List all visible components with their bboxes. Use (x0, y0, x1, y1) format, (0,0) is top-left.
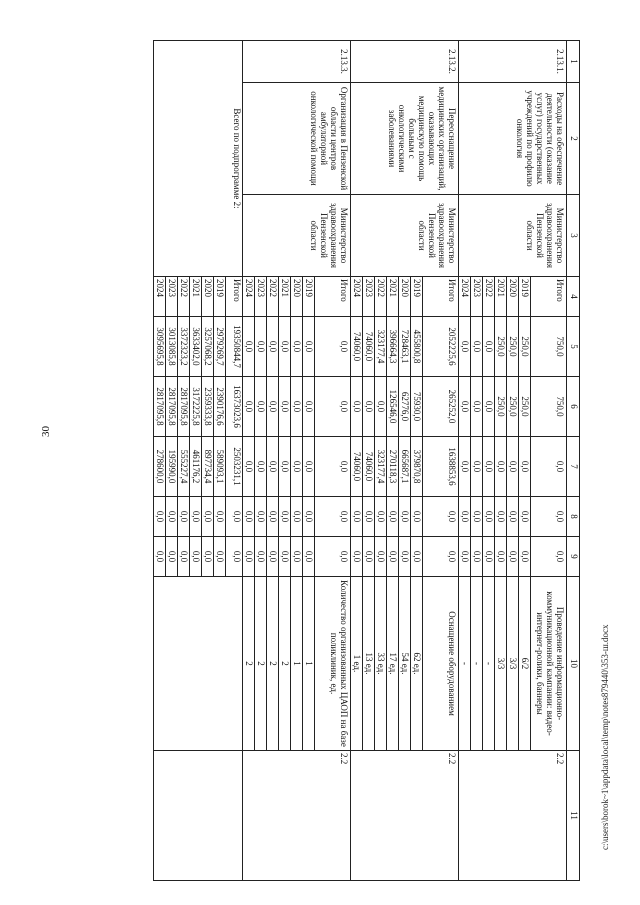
total-value: 16373023,6 (226, 377, 243, 437)
value-cell: 0,0 (255, 497, 267, 537)
total-value: 0,0 (531, 497, 567, 537)
value-cell: 0,0 (363, 537, 375, 577)
value-cell: 270118,3 (387, 437, 399, 497)
year-cell: 2021 (387, 277, 399, 317)
total-value: 265252,0 (423, 377, 459, 437)
year-cell: 2019 (303, 277, 315, 317)
value-cell: 3633402,0 (190, 317, 202, 377)
value-cell: 0,0 (375, 377, 387, 437)
indicator-value: 1 ед. (351, 577, 363, 751)
year-cell: 2019 (214, 277, 226, 317)
year-cell: 2023 (255, 277, 267, 317)
budget-table (153, 40, 580, 881)
block-code: 2.13.3. (243, 41, 351, 83)
year-cell: 2021 (190, 277, 202, 317)
file-path-footer: c:\users\borok~1\appdata\local\temp\notes879440\353-ш.docx (600, 624, 610, 850)
header-cell: 3 (567, 195, 580, 277)
value-cell: 0,0 (483, 437, 495, 497)
year-cell: 2022 (483, 277, 495, 317)
indicator-value: - (483, 577, 495, 751)
year-cell: 2020 (202, 277, 214, 317)
value-cell: 0,0 (166, 497, 178, 537)
value-cell: 250,0 (507, 317, 519, 377)
indicator-value: 54 ед. (399, 577, 411, 751)
block-executor: Министерство здравоохранения Пензенской области (243, 195, 351, 277)
total-value: 0,0 (423, 497, 459, 537)
value-cell: 0,0 (411, 497, 423, 537)
value-cell: 0,0 (243, 537, 255, 577)
value-cell: 897734,4 (202, 437, 214, 497)
block-name: Переоснащение медицинских организаций, оказывающих медицинскую помощь больным с онкологическими заболеваниями (351, 83, 459, 195)
value-cell: 2979269,7 (214, 317, 226, 377)
value-cell: 0,0 (243, 437, 255, 497)
block-total-row (423, 41, 459, 881)
year-cell: 2024 (154, 277, 166, 317)
value-cell: 379870,8 (411, 437, 423, 497)
year-cell: 2022 (178, 277, 190, 317)
block-executor: Министерство здравоохранения Пензенской области (459, 195, 567, 277)
indicator-value: 2 (279, 577, 291, 751)
value-cell: 0,0 (190, 537, 202, 577)
value-cell: 3372323,2 (178, 317, 190, 377)
value-cell: 0,0 (202, 497, 214, 537)
year-cell: 2022 (375, 277, 387, 317)
value-cell: 0,0 (291, 537, 303, 577)
page-number: 30 (40, 426, 52, 437)
value-cell: 323177,4 (375, 317, 387, 377)
empty-cell (154, 751, 243, 881)
value-cell: 0,0 (154, 537, 166, 577)
block-name: Организация в Пензенской области центров амбулаторной онкологической помощи (243, 83, 351, 195)
total-value: 750,0 (531, 377, 567, 437)
value-cell: 75930,0 (411, 377, 423, 437)
value-cell: 0,0 (291, 377, 303, 437)
value-cell: 74060,0 (351, 437, 363, 497)
indicator-value: 17 ед. (387, 577, 399, 751)
block-total-row (531, 41, 567, 881)
value-cell: 250,0 (495, 317, 507, 377)
value-cell: 74060,0 (363, 317, 375, 377)
value-cell: 0,0 (459, 377, 471, 437)
header-cell: 11 (567, 751, 580, 881)
value-cell: 0,0 (495, 497, 507, 537)
year-cell: 2024 (243, 277, 255, 317)
value-cell: 0,0 (507, 497, 519, 537)
value-cell: 0,0 (214, 497, 226, 537)
value-cell: 0,0 (279, 497, 291, 537)
value-cell: 0,0 (519, 497, 531, 537)
year-cell: 2023 (363, 277, 375, 317)
value-cell: 0,0 (483, 537, 495, 577)
value-cell: 2359333,8 (202, 377, 214, 437)
year-cell: 2020 (399, 277, 411, 317)
year-cell: 2020 (291, 277, 303, 317)
value-cell: 3172225,8 (190, 377, 202, 437)
value-cell: 0,0 (471, 317, 483, 377)
value-cell: 589093,1 (214, 437, 226, 497)
value-cell: 3013085,8 (166, 317, 178, 377)
indicator-value: 1 (303, 577, 315, 751)
value-cell: 728463,1 (399, 317, 411, 377)
block-total-row (315, 41, 351, 881)
value-cell: 0,0 (267, 437, 279, 497)
value-cell: 0,0 (495, 537, 507, 577)
value-cell: 0,0 (166, 537, 178, 577)
value-cell: 0,0 (483, 317, 495, 377)
year-cell: 2024 (351, 277, 363, 317)
value-cell: 0,0 (459, 317, 471, 377)
value-cell: 0,0 (363, 497, 375, 537)
value-cell: 0,0 (291, 317, 303, 377)
indicator-value: - (459, 577, 471, 751)
value-cell: 0,0 (519, 437, 531, 497)
target-ref: 2.2 (351, 751, 459, 881)
value-cell: 250,0 (519, 317, 531, 377)
value-cell: 74060,0 (363, 437, 375, 497)
value-cell: 0,0 (190, 497, 202, 537)
value-cell: 250,0 (495, 377, 507, 437)
indicator-name: Количество организованных ЦАОП на базе поликлиник, ед. (315, 577, 351, 751)
header-cell: 2 (567, 83, 580, 195)
indicator-value: 6/2 (519, 577, 531, 751)
indicator-value: 3/3 (507, 577, 519, 751)
indicator-name: Оснащение оборудованием (423, 577, 459, 751)
value-cell: 0,0 (399, 497, 411, 537)
indicator-value: 1 (291, 577, 303, 751)
header-cell: 7 (567, 437, 580, 497)
value-cell: 3257068,2 (202, 317, 214, 377)
value-cell: 0,0 (255, 437, 267, 497)
value-cell: 461176,2 (190, 437, 202, 497)
value-cell: 0,0 (279, 537, 291, 577)
value-cell: 278600,0 (154, 437, 166, 497)
value-cell: 0,0 (363, 377, 375, 437)
total-value: 0,0 (315, 537, 351, 577)
value-cell: 455800,8 (411, 317, 423, 377)
value-cell: 0,0 (178, 497, 190, 537)
header-cell: 1 (567, 41, 580, 83)
value-cell: 0,0 (351, 497, 363, 537)
block-code: 2.13.1. (459, 41, 567, 83)
summary-total-row (226, 41, 243, 881)
total-value: 1638853,6 (423, 437, 459, 497)
value-cell: 2817095,8 (166, 377, 178, 437)
value-cell: 0,0 (279, 317, 291, 377)
value-cell: 0,0 (387, 537, 399, 577)
value-cell: 0,0 (291, 437, 303, 497)
year-cell: 2022 (267, 277, 279, 317)
rotated-table (100, 40, 580, 880)
indicator-value: 62 ед. (411, 577, 423, 751)
value-cell: 0,0 (303, 377, 315, 437)
value-cell: 0,0 (375, 497, 387, 537)
summary-label: Всего по подпрограмме 2: (154, 41, 243, 277)
indicator-name: Проведение информационно-коммуникационной кампании: видео-интернет-ролики, баннеры (531, 577, 567, 751)
value-cell: 0,0 (267, 497, 279, 537)
value-cell: 2390176,6 (214, 377, 226, 437)
year-cell: 2019 (411, 277, 423, 317)
total-value: 2052225,6 (423, 317, 459, 377)
value-cell: 0,0 (303, 497, 315, 537)
value-cell: 0,0 (471, 537, 483, 577)
header-cell: 6 (567, 377, 580, 437)
value-cell: 0,0 (178, 537, 190, 577)
indicator-value: 33 ед. (375, 577, 387, 751)
value-cell: 0,0 (471, 377, 483, 437)
value-cell: 0,0 (291, 497, 303, 537)
indicator-value: - (471, 577, 483, 751)
value-cell: 0,0 (303, 317, 315, 377)
value-cell: 555227,4 (178, 437, 190, 497)
value-cell: 0,0 (243, 497, 255, 537)
target-ref: 2.2 (459, 751, 567, 881)
block-executor: Министерство здравоохранения Пензенской области (351, 195, 459, 277)
header-cell: 10 (567, 577, 580, 751)
value-cell: 0,0 (202, 537, 214, 577)
value-cell: 0,0 (483, 377, 495, 437)
value-cell: 0,0 (471, 437, 483, 497)
value-cell: 0,0 (267, 377, 279, 437)
value-cell: 0,0 (303, 437, 315, 497)
header-cell: 5 (567, 317, 580, 377)
year-cell: 2023 (471, 277, 483, 317)
value-cell: 0,0 (267, 537, 279, 577)
value-cell: 0,0 (459, 537, 471, 577)
year-cell: 2024 (459, 277, 471, 317)
value-cell: 0,0 (507, 537, 519, 577)
value-cell: 2817095,8 (154, 377, 166, 437)
value-cell: 0,0 (471, 497, 483, 537)
indicator-value: 2 (267, 577, 279, 751)
value-cell: 323177,4 (375, 437, 387, 497)
value-cell: 0,0 (214, 537, 226, 577)
value-cell: 0,0 (255, 377, 267, 437)
value-cell: 126546,0 (387, 377, 399, 437)
table-body (154, 41, 580, 881)
total-label: Итого (423, 277, 459, 317)
value-cell: 0,0 (243, 377, 255, 437)
total-label: Итого (315, 277, 351, 317)
value-cell: 0,0 (279, 437, 291, 497)
value-cell: 3095695,8 (154, 317, 166, 377)
value-cell: 250,0 (507, 377, 519, 437)
indicator-value: 2 (255, 577, 267, 751)
value-cell: 0,0 (387, 497, 399, 537)
value-cell: 0,0 (267, 317, 279, 377)
total-label: Итого (226, 277, 243, 317)
total-label: Итого (531, 277, 567, 317)
total-value: 0,0 (226, 497, 243, 537)
year-cell: 2023 (166, 277, 178, 317)
value-cell: 2817095,8 (178, 377, 190, 437)
year-cell: 2021 (495, 277, 507, 317)
value-cell: 62776,0 (399, 377, 411, 437)
value-cell: 0,0 (459, 437, 471, 497)
value-cell: 0,0 (351, 377, 363, 437)
value-cell: 0,0 (303, 537, 315, 577)
total-value: 0,0 (315, 497, 351, 537)
total-value: 0,0 (531, 537, 567, 577)
value-cell: 0,0 (255, 537, 267, 577)
value-cell: 0,0 (279, 377, 291, 437)
value-cell: 195990,0 (166, 437, 178, 497)
header-cell: 8 (567, 497, 580, 537)
total-value: 0,0 (315, 437, 351, 497)
indicator-value: 2 (243, 577, 255, 751)
block-code: 2.13.2. (351, 41, 459, 83)
total-value: 0,0 (315, 317, 351, 377)
value-cell: 0,0 (243, 317, 255, 377)
year-cell: 2019 (519, 277, 531, 317)
total-value: 0,0 (423, 537, 459, 577)
header-row (567, 41, 580, 881)
value-cell: 0,0 (154, 497, 166, 537)
value-cell: 0,0 (519, 537, 531, 577)
total-value: 750,0 (531, 317, 567, 377)
total-value: 0,0 (531, 437, 567, 497)
year-cell: 2020 (507, 277, 519, 317)
target-ref: 2.2 (243, 751, 351, 881)
value-cell: 396664,3 (387, 317, 399, 377)
value-cell: 0,0 (411, 537, 423, 577)
total-value: 19350844,7 (226, 317, 243, 377)
header-cell: 9 (567, 537, 580, 577)
value-cell: 0,0 (507, 437, 519, 497)
block-name: Расходы на обеспечение деятельности (оказание услуг) государственных учреждений по профилю онкология (459, 83, 567, 195)
value-cell: 0,0 (495, 437, 507, 497)
total-value: 0,0 (315, 377, 351, 437)
value-cell: 0,0 (255, 317, 267, 377)
value-cell: 665687,1 (399, 437, 411, 497)
value-cell: 0,0 (351, 537, 363, 577)
value-cell: 74060,0 (351, 317, 363, 377)
empty-cell (154, 577, 243, 751)
indicator-value: 3/3 (495, 577, 507, 751)
indicator-value: 13 ед. (363, 577, 375, 751)
value-cell: 0,0 (483, 497, 495, 537)
total-value: 0,0 (226, 537, 243, 577)
value-cell: 0,0 (459, 497, 471, 537)
value-cell: 250,0 (519, 377, 531, 437)
header-cell: 4 (567, 277, 580, 317)
value-cell: 0,0 (375, 537, 387, 577)
year-cell: 2021 (279, 277, 291, 317)
value-cell: 0,0 (399, 537, 411, 577)
total-value: 2503231,1 (226, 437, 243, 497)
